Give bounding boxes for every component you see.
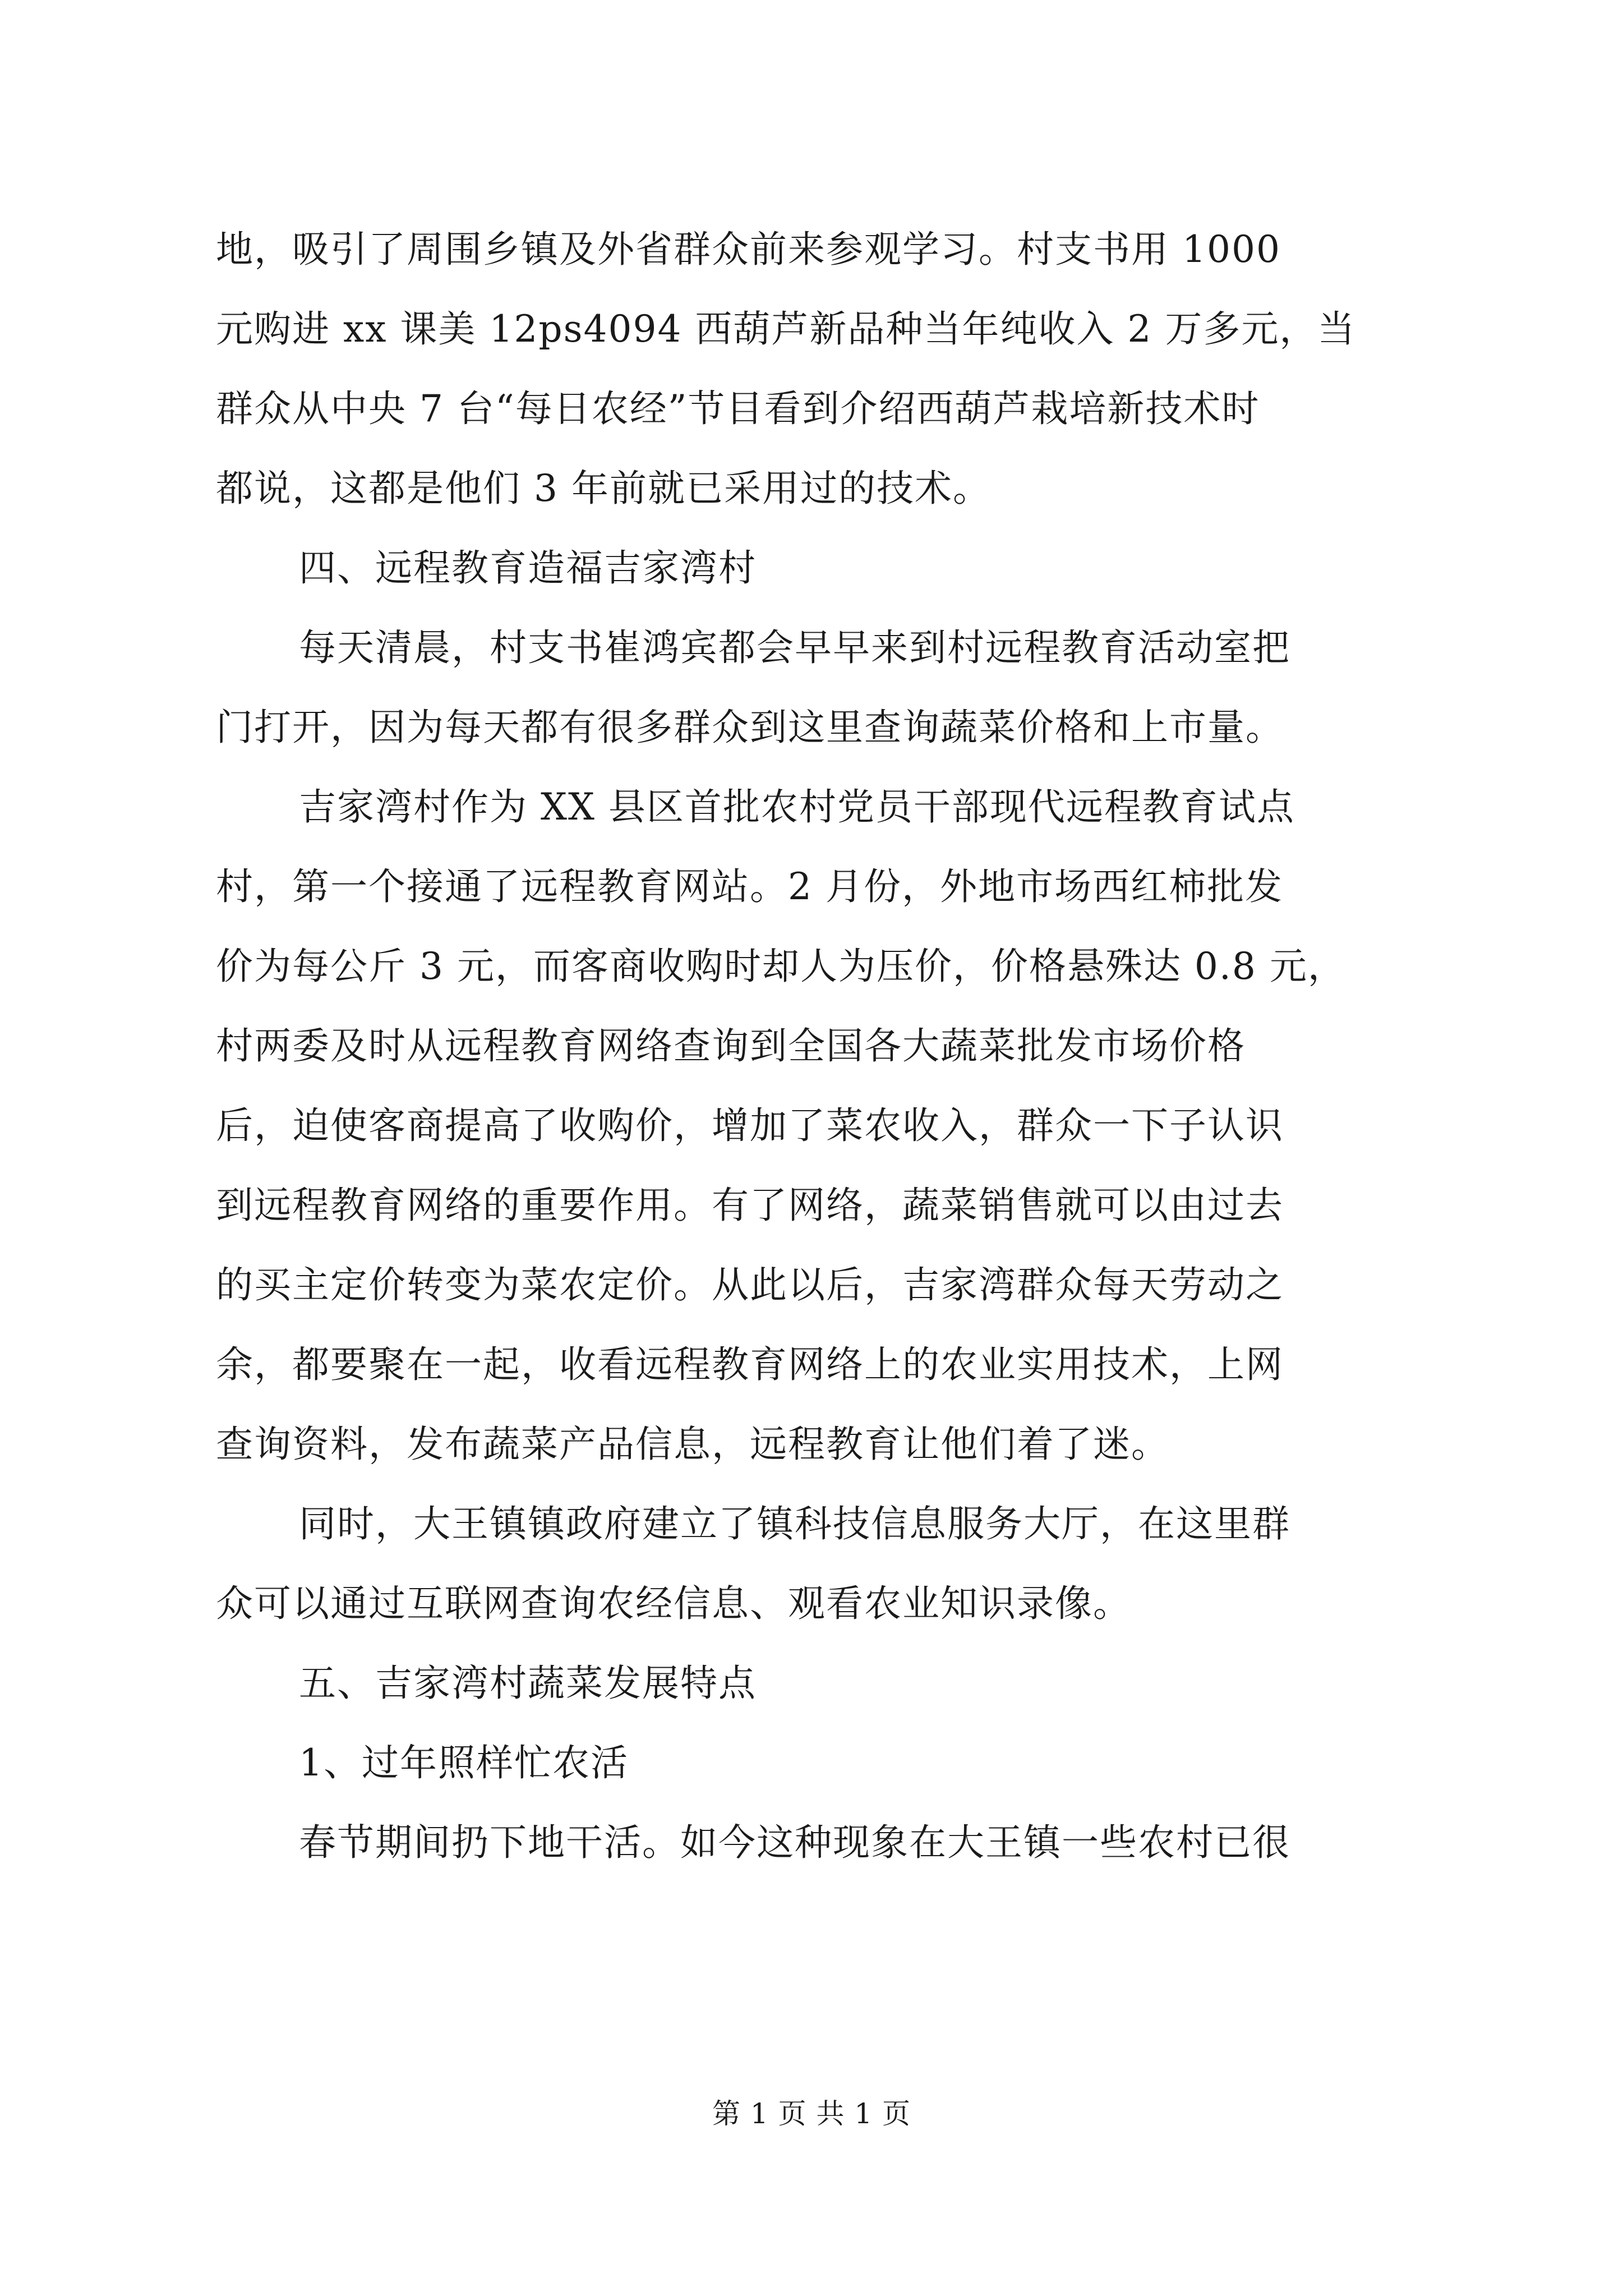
text-line: 群众从中央 7 台“每日农经”节目看到介绍西葫芦栽培新技术时	[216, 387, 1260, 430]
text-line: 众可以通过互联网查询农经信息、观看农业知识录像。	[216, 1582, 1131, 1625]
text-line: 门打开，因为每天都有很多群众到这里查询蔬菜价格和上市量。	[216, 706, 1284, 749]
text-line: 余，都要聚在一起，收看远程教育网络上的农业实用技术，上网	[216, 1343, 1284, 1386]
text-line: 的买主定价转变为菜农定价。从此以后，吉家湾群众每天劳动之	[216, 1263, 1284, 1306]
text-line: 都说，这都是他们 3 年前就已采用过的技术。	[216, 467, 991, 510]
text-line: 后，迫使客商提高了收购价，增加了菜农收入，群众一下子认识	[216, 1104, 1284, 1147]
text-line: 村两委及时从远程教育网络查询到全国各大蔬菜批发市场价格	[216, 1024, 1246, 1068]
text-line: 吉家湾村作为 XX 县区首批农村党员干部现代远程教育试点	[299, 785, 1295, 829]
text-line: 到远程教育网络的重要作用。有了网络，蔬菜销售就可以由过去	[216, 1184, 1284, 1227]
page-footer: 第 1 页 共 1 页	[712, 2097, 911, 2130]
subsection-heading: 1、过年照样忙农活	[299, 1741, 629, 1784]
section-heading: 四、远程教育造福吉家湾村	[299, 546, 757, 590]
text-line: 元购进 xx 课美 12ps4094 西葫芦新品种当年纯收入 2 万多元，当	[216, 307, 1356, 351]
text-line: 每天清晨，村支书崔鸿宾都会早早来到村远程教育活动室把	[299, 626, 1290, 669]
text-line: 村，第一个接通了远程教育网站。2 月份，外地市场西红柿批发	[216, 865, 1283, 908]
section-heading: 五、吉家湾村蔬菜发展特点	[299, 1662, 757, 1705]
text-line: 春节期间扔下地干活。如今这种现象在大王镇一些农村已很	[299, 1821, 1290, 1864]
text-line: 同时，大王镇镇政府建立了镇科技信息服务大厅，在这里群	[299, 1502, 1290, 1545]
text-line: 价为每公斤 3 元，而客商收购时却人为压价，价格悬殊达 0.8 元，	[216, 945, 1346, 988]
text-line: 查询资料，发布蔬菜产品信息，远程教育让他们着了迷。	[216, 1423, 1169, 1466]
text-line: 地，吸引了周围乡镇及外省群众前来参观学习。村支书用 1000	[216, 228, 1281, 271]
